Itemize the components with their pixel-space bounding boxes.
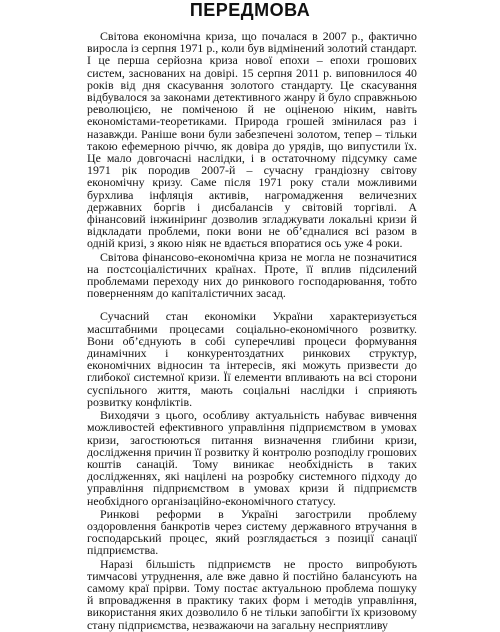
paragraph: Світова фінансово-економічна криза не могла не позначитися на постсоціалістичних країнах. Проте, її вплив підсилений проблемами переходу них до ринкового господарювання, тобто поверненням до капіталістичних засад. — [87, 249, 417, 301]
paragraph: Виходячи з цього, особливу актуальність набуває вивчення можливостей ефективного управління підприємством в умовах кризи, загостюються питання визначення глибини кризи, дослідження причин її розвитку й контролю розподілу грошових коштів санацій. Тому виникає необхідність в таких дослідженнях, які націлені на розробку системного підходу до управління підприємством в умовах кризи й підприємств необхідного організаційно-економічного статусу. — [87, 408, 417, 508]
paragraph: Ринкові реформи в Україні загострили проблему оздоровлення банкротів через систему державного втручання в господарський процес, який розглядається з позиції санації підприємства. — [87, 506, 417, 558]
page-title: ПЕРЕДМОВА — [189, 0, 311, 20]
body-text — [87, 30, 417, 631]
paragraph: Світова економічна криза, що почалася в 2007 р., фактично виросла із серпня 1971 р., коли був відмінений золотий стандарт. І це перша серйозна криза нової епохи – епохи грошових систем, заснованих на довірі. 15 серпня 2011 р. виповнилося 40 років від дня скасування золотого стандарту. Це скасування відбувалося за законами детективного жанру й було справжньою революцією, не поміченою й не оціненою ніким, навіть економістами-теоретиками. Природа грошей змінилася раз і назавжди. Раніше вони були забезпечені золотом, тепер – тільки такою ефемерною річчю, як довіра до урядів, що випустили їх. Це мало довгочасні наслідки, і в остаточному підсумку саме 1971 рік породив 2007-й – сучасну грандіозну світову економічну кризу. Саме після 1971 року стали можливими бурхлива інфляція активів, нагромадження величезних державних боргів і дисбалансів у світовій торгівлі. А фінансовий інжиніринг дозволив згладжувати локальні кризи й відкладати проблеми, поки вони не об’єдналися всі разом в одній кризі, з якою ніяк не вдається впоратися ось уже 4 роки. — [87, 29, 417, 251]
paragraph: Сучасний стан економіки України характеризується масштабними процесами соціально-економічного розвитку. Вони об’єднують в собі суперечливі процеси формування динамічних і конкурентоздатних ринкових структур, економічних відносин та інтересів, які можуть призвести до глибокої системної кризи. Її елементи впливають на всі сторони суспільного життя, мають соціальні наслідки і сприяють розвитку конфліктів. — [87, 309, 417, 409]
paragraph: Наразі більшість підприємств не просто випробують тимчасові утруднення, але вже давно й постійно балансують на самому краї прірви. Тому постає актуальною проблема пошуку й впровадження в практику таких форм і методів управління, використання яких дозволило б не тільки запобігти їх кризовому стану підприємства, незважаючи на загальну несприятливу — [87, 556, 417, 632]
